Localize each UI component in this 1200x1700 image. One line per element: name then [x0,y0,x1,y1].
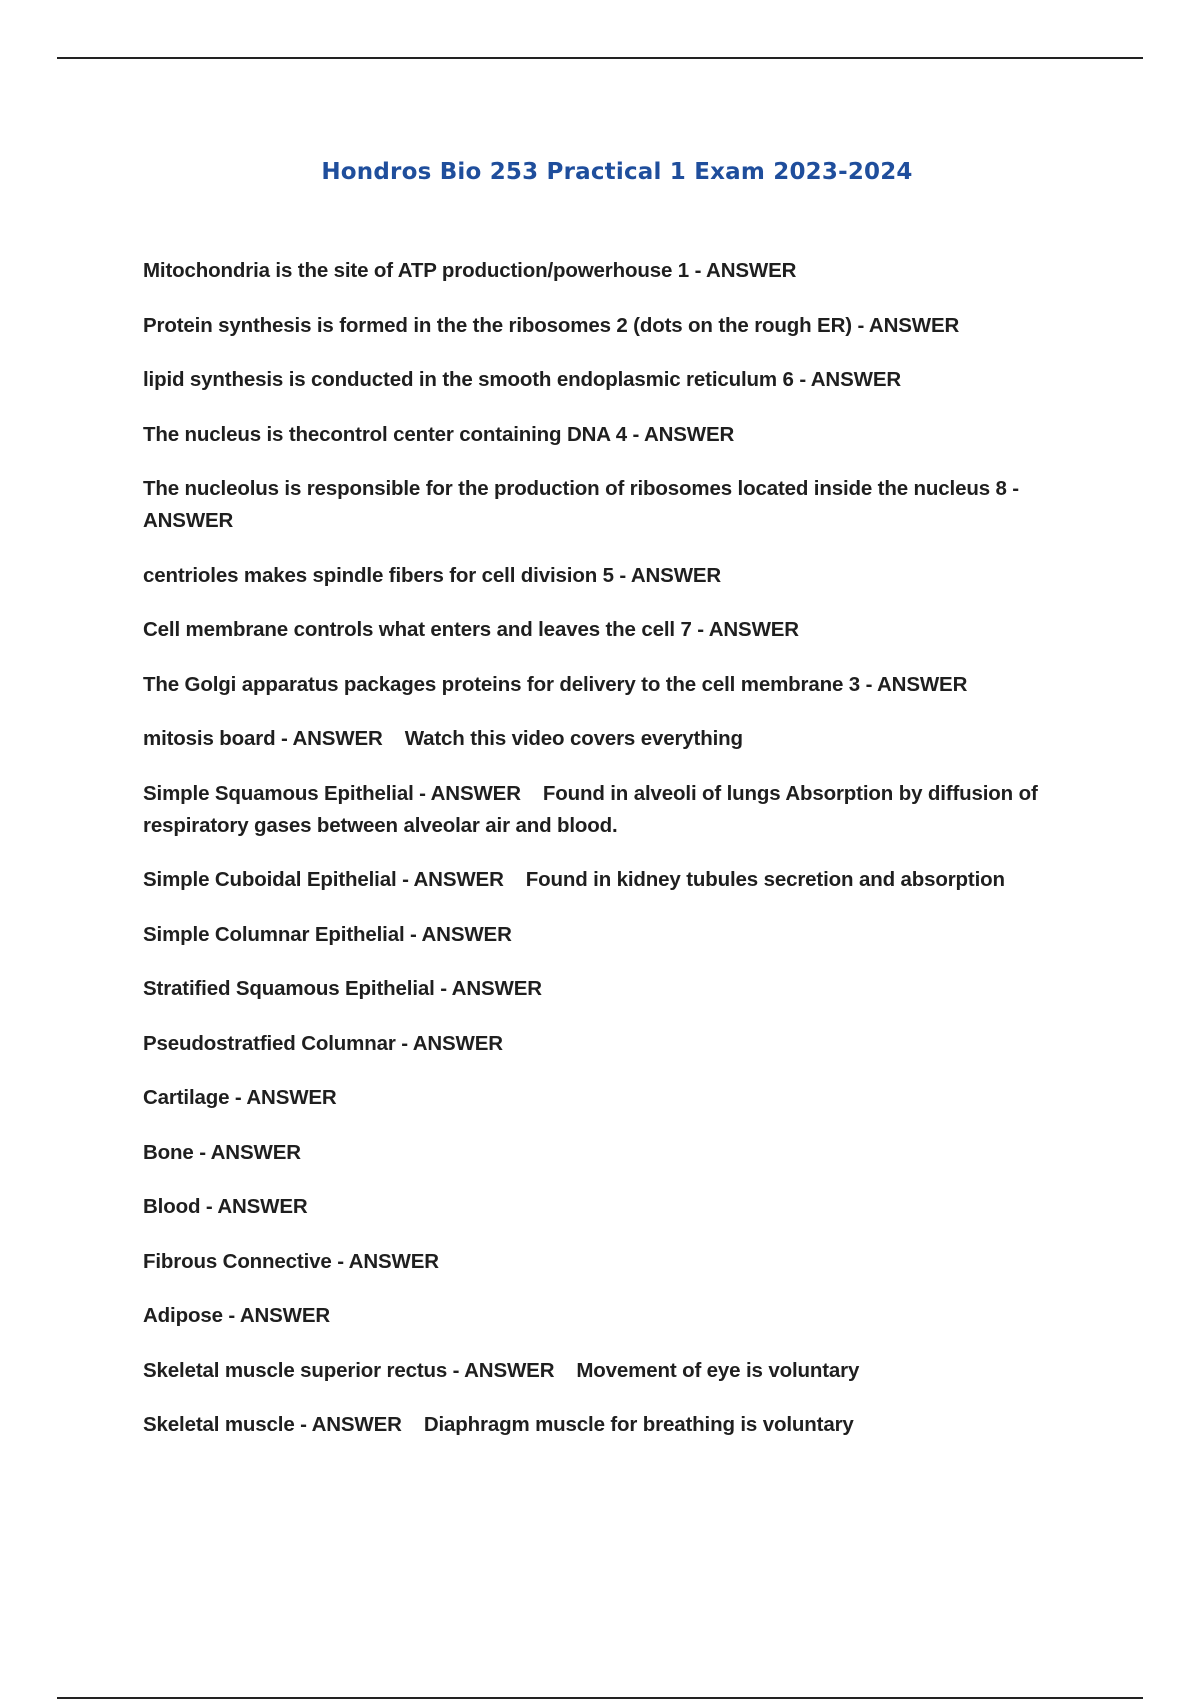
qa-answer: Movement of eye is voluntary [576,1358,860,1382]
qa-question: Protein synthesis is formed in the the ribosomes 2 (dots on the rough ER) - ANSWER [143,313,960,337]
qa-question: The nucleolus is responsible for the production of ribosomes located inside the nucleus 8 - ANSWER [143,477,1019,532]
qa-list [143,255,1078,1464]
qa-question: The nucleus is thecontrol center containing DNA 4 - ANSWER [143,422,735,446]
qa-item-mitosis-board [143,723,1078,755]
qa-question: Stratified Squamous Epithelial - ANSWER [143,977,542,1000]
qa-item-blood [143,1191,1078,1223]
qa-question: Cell membrane controls what enters and leaves the cell 7 - ANSWER [143,618,799,641]
qa-question: Skeletal muscle - ANSWER [143,1413,402,1436]
qa-question: Pseudostratfied Columnar - ANSWER [143,1031,503,1055]
qa-answer: Diaphragm muscle for breathing is voluntary [423,1413,854,1436]
qa-question: Skeletal muscle superior rectus - ANSWER [143,1358,555,1382]
qa-item-nucleus [143,419,1078,451]
qa-item-skeletal-muscle [143,1409,1078,1441]
qa-question: mitosis board - ANSWER [143,727,383,750]
qa-question: Simple Columnar Epithelial - ANSWER [143,922,512,946]
qa-item-fibrous-connective [143,1246,1078,1278]
qa-question: centrioles makes spindle fibers for cell division 5 - ANSWER [143,563,722,587]
qa-question: Mitochondria is the site of ATP production/powerhouse 1 - ANSWER [143,259,797,282]
qa-item-adipose [143,1300,1078,1332]
qa-item-protein-synthesis [143,310,1078,342]
qa-item-centrioles [143,560,1078,592]
qa-item-skeletal-superior-rectus [143,1355,1078,1387]
qa-question: Cartilage - ANSWER [143,1086,337,1109]
bottom-divider [57,1697,1143,1699]
qa-answer: Watch this video covers everything [404,727,743,750]
qa-answer: Found in kidney tubules secretion and absorption [525,868,1005,891]
qa-question: Blood - ANSWER [143,1195,308,1218]
qa-item-simple-squamous [143,778,1078,842]
qa-question: Fibrous Connective - ANSWER [143,1249,439,1273]
qa-question: Adipose - ANSWER [143,1304,331,1327]
qa-question: Bone - ANSWER [143,1140,301,1164]
qa-item-bone [143,1137,1078,1169]
qa-item-stratified-squamous [143,973,1078,1005]
qa-item-simple-columnar [143,919,1078,951]
qa-item-mitochondria [143,255,1078,287]
qa-question: lipid synthesis is conducted in the smooth endoplasmic reticulum 6 - ANSWER [143,368,901,391]
qa-item-simple-cuboidal [143,864,1078,896]
qa-question: The Golgi apparatus packages proteins for delivery to the cell membrane 3 - ANSWER [143,672,968,696]
qa-question: Simple Squamous Epithelial - ANSWER [143,781,521,805]
qa-question: Simple Cuboidal Epithelial - ANSWER [143,868,504,891]
qa-item-cell-membrane [143,614,1078,646]
top-divider [57,57,1143,59]
qa-item-nucleolus [143,473,1078,537]
qa-answer: Found in alveoli of lungs Absorption by diffusion of respiratory gases between alveolar air and blood. [143,781,1038,837]
qa-item-cartilage [143,1082,1078,1114]
document-title: Hondros Bio 253 Practical 1 Exam 2023-2024 [321,159,913,186]
qa-item-lipid-synthesis [143,364,1078,396]
qa-item-golgi [143,669,1078,701]
qa-item-pseudostratified [143,1028,1078,1060]
